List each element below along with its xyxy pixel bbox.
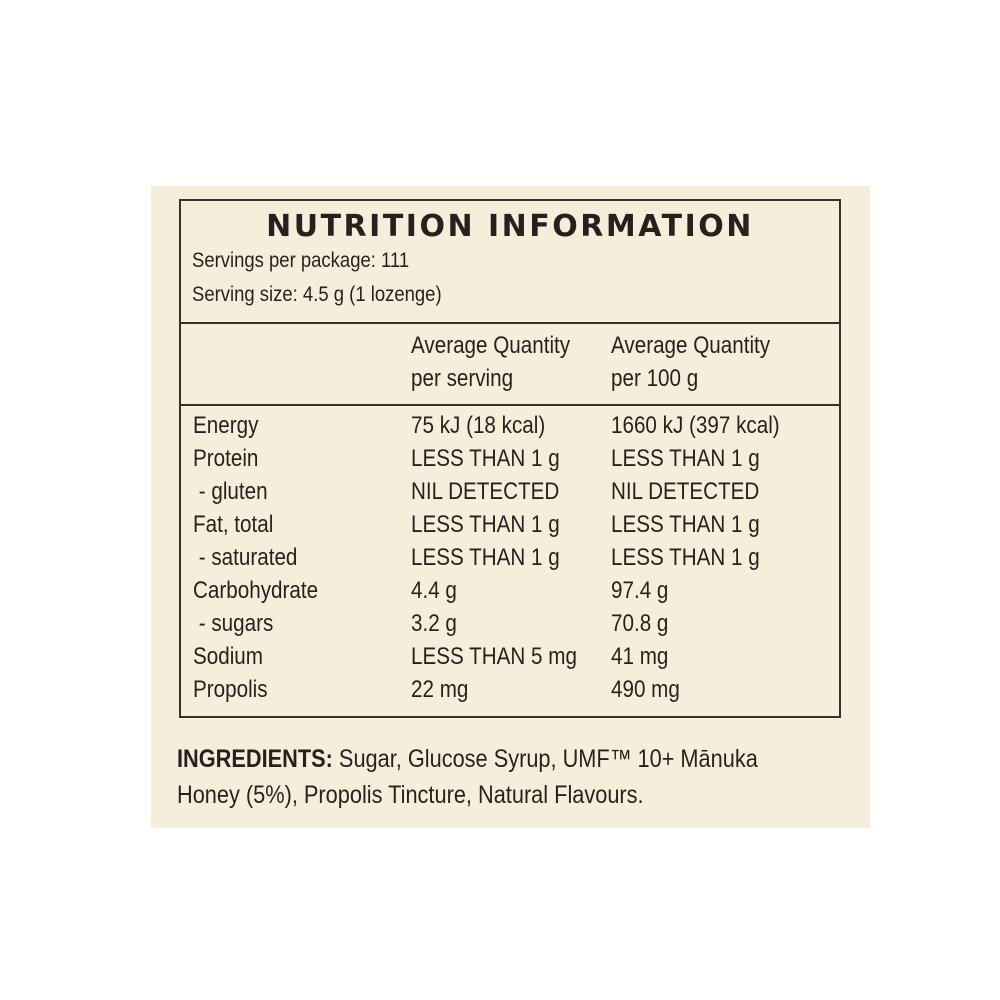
header-divider-bottom — [181, 404, 839, 406]
row-per-100g: 490 mg — [611, 676, 680, 703]
row-label: Carbohydrate — [193, 577, 319, 604]
ingredients-line-1 — [177, 741, 786, 777]
row-per-serving: 4.4 g — [411, 577, 457, 604]
row-per-100g: 97.4 g — [611, 577, 669, 604]
nutrition-information-table — [179, 199, 841, 718]
row-per-100g: 41 mg — [611, 643, 669, 670]
ingredients-label: INGREDIENTS: — [177, 745, 333, 773]
row-per-100g: 70.8 g — [611, 610, 669, 637]
ingredients-line-2: Honey (5%), Propolis Tincture, Natural Flavours. — [177, 781, 644, 809]
header-per-serving-line2: per serving — [411, 365, 514, 392]
ingredients-text-1: Sugar, Glucose Syrup, UMF™ 10+ Mānuka — [332, 745, 758, 773]
row-per-100g: 1660 kJ (397 kcal) — [611, 412, 780, 439]
row-label: Energy — [193, 412, 259, 439]
row-per-100g: NIL DETECTED — [611, 478, 760, 505]
nutrition-title: NUTRITION INFORMATION — [266, 209, 754, 244]
servings-per-package: Servings per package: 111 — [192, 249, 410, 272]
row-label: Protein — [193, 445, 259, 472]
row-label: Sodium — [193, 643, 263, 670]
row-label: - gluten — [193, 478, 268, 505]
row-label: - sugars — [193, 610, 274, 637]
header-per-serving-line1: Average Quantity — [411, 332, 571, 359]
row-per-serving: 22 mg — [411, 676, 469, 703]
ingredients-statement — [177, 741, 786, 813]
row-per-serving: LESS THAN 5 mg — [411, 643, 577, 670]
row-per-serving: LESS THAN 1 g — [411, 445, 560, 472]
row-per-serving: LESS THAN 1 g — [411, 511, 560, 538]
row-per-serving: 3.2 g — [411, 610, 457, 637]
row-per-serving: NIL DETECTED — [411, 478, 560, 505]
row-label: Propolis — [193, 676, 268, 703]
header-per-100g-line1: Average Quantity — [611, 332, 771, 359]
row-label: Fat, total — [193, 511, 274, 538]
row-label: - saturated — [193, 544, 298, 571]
row-per-100g: LESS THAN 1 g — [611, 511, 760, 538]
serving-size: Serving size: 4.5 g (1 lozenge) — [192, 283, 442, 306]
header-divider-top — [181, 322, 839, 324]
header-per-100g-line2: per 100 g — [611, 365, 699, 392]
row-per-serving: 75 kJ (18 kcal) — [411, 412, 546, 439]
row-per-serving: LESS THAN 1 g — [411, 544, 560, 571]
row-per-100g: LESS THAN 1 g — [611, 544, 760, 571]
row-per-100g: LESS THAN 1 g — [611, 445, 760, 472]
